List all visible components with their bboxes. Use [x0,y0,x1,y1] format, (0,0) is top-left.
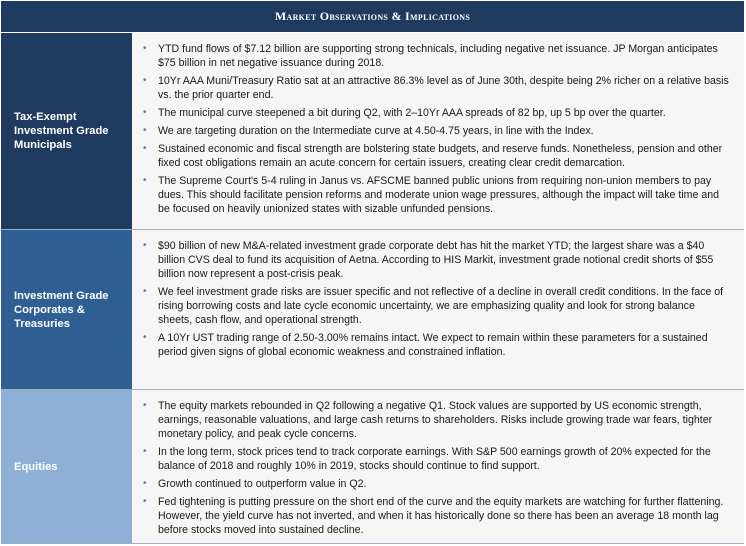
list-item-text: We feel investment grade risks are issuer specific and not reflective of a decline in overall credit conditions. In the face of rising borrowing costs and late cycle economic uncertainty, we are emphasizing quality and look for strong balance sheets, cash flow, and operational strength. [158,286,724,326]
list-item-text: Fed tightening is putting pressure on the short end of the curve and the equity markets are watching for further flattening. However, the yield curve has not inverted, and when it has historically done so there has been an average 18 month lag before stocks moved into sustained decline. [158,496,724,536]
list-item [140,106,730,120]
section-label [1,230,132,389]
table-title: Market Observations & Implications [274,9,471,23]
table-header [1,1,744,32]
bullet-list [140,399,730,537]
list-item-text: 10Yr AAA Muni/Treasury Ratio sat at an attractive 86.3% level as of June 30th, despite being 2% richer on a relative basis vs. the prior quarter end. [158,75,729,101]
list-item-text: The equity markets rebounded in Q2 following a negative Q1. Stock values are supported by US economic strength, earnings, reasonable valuations, and large cash returns to shareholders. Risks include growing trade war fears, tighter monetary policy, and peak cycle concerns. [158,400,713,440]
list-item [140,477,730,491]
list-item [140,174,730,216]
list-item-text: The municipal curve steepened a bit during Q2, with 2–10Yr AAA spreads of 82 bp, up 5 bp over the quarter. [158,107,666,119]
list-item [140,42,730,70]
list-item [140,331,730,359]
list-item-text: A 10Yr UST trading range of 2.50-3.00% remains intact. We expect to remain within these parameters for a sustained period given signs of global economic weakness and constrained inflation. [158,332,708,358]
list-item [140,239,730,281]
bullet-list [140,239,730,359]
list-item-text: In the long term, stock prices tend to track corporate earnings. With S&P 500 earnings growth of 20% expected for the balance of 2018 and roughly 10% in 2019, stocks should continue to find support. [158,446,711,472]
bullet-icon: • [143,107,147,118]
list-item [140,285,730,327]
section-content [132,230,744,389]
list-item [140,124,730,138]
list-item-text: YTD fund flows of $7.12 billion are supporting strong technicals, including negative net issuance. JP Morgan anticipates $75 billion in net negative issuance during 2018. [158,43,718,69]
bullet-icon: • [143,143,147,154]
section-municipals [1,33,744,230]
list-item [140,74,730,102]
bullet-icon: • [143,286,147,297]
list-item-text: The Supreme Court's 5-4 ruling in Janus vs. AFSCME banned public unions from requiring non-union members to pay dues. This should facilitate pension reforms and moderate union wage pressures, although the impact will take time and be focused on heavily unionized states with sizable unfunded pensions. [158,175,719,215]
list-item [140,399,730,441]
bullet-icon: • [143,332,147,343]
list-item [140,142,730,170]
list-item-text: Growth continued to outperform value in Q2. [158,478,367,490]
bullet-icon: • [143,175,147,186]
section-label-text: Tax-Exempt Investment Grade Municipals [14,111,109,151]
section-label-text: Equities [14,460,58,473]
bullet-list [140,42,730,216]
list-item-text: Sustained economic and fiscal strength are bolstering state budgets, and reserve funds. Nonetheless, pension and other fixed cost obligations remain an acute concern for certain issuers, creating clear credit demarcation. [158,143,723,169]
list-item [140,445,730,473]
section-equities [1,390,744,544]
bullet-icon: • [143,43,147,54]
section-content [132,33,744,229]
section-label-text: Investment Grade Corporates & Treasuries [14,289,109,330]
list-item-text: We are targeting duration on the Intermediate curve at 4.50-4.75 years, in line with the Index. [158,125,594,137]
bullet-icon: • [143,446,147,457]
bullet-icon: • [143,496,147,507]
bullet-icon: • [143,75,147,86]
section-corporates-treasuries [1,230,744,390]
bullet-icon: • [143,125,147,136]
section-label [1,33,132,229]
section-label [1,390,132,543]
bullet-icon: • [143,240,147,251]
bullet-icon: • [143,478,147,489]
list-item-text: $90 billion of new M&A-related investment grade corporate debt has hit the market YTD; the largest share was a $40 billion CVS deal to fund its acquisition of Aetna. According to HIS Markit, investment grade notional credit shorts of $55 billion now represent a post-crisis peak. [158,240,714,280]
section-content [132,390,744,543]
list-item [140,495,730,537]
bullet-icon: • [143,400,147,411]
